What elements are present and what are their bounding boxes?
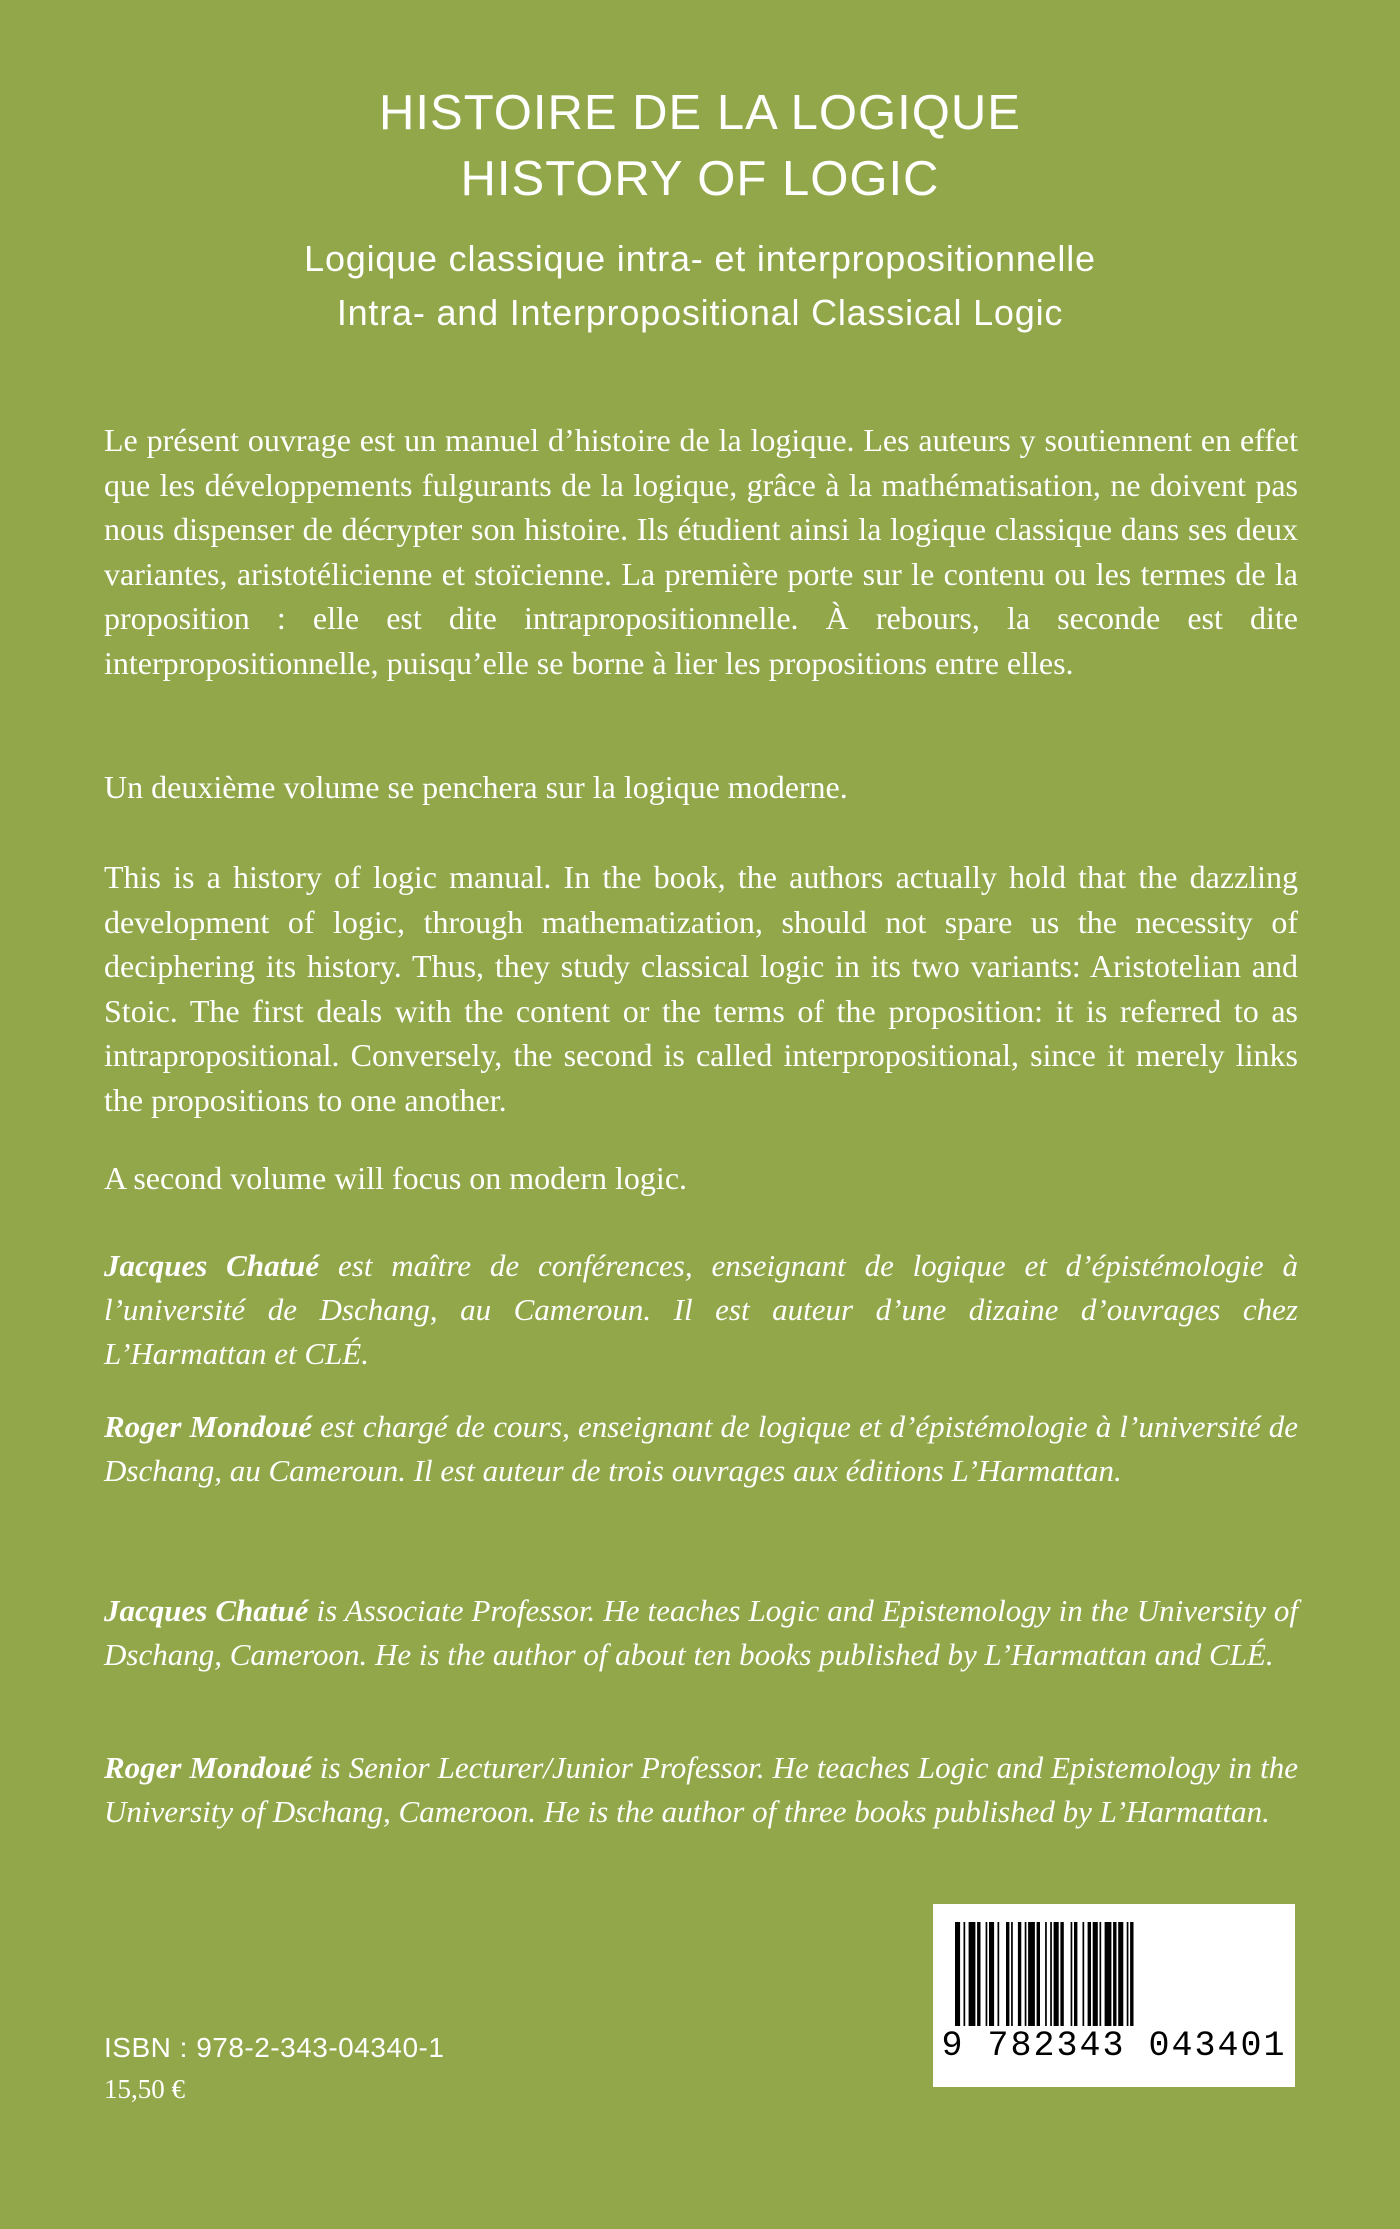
barcode-digits: 9 782343 043401	[941, 2026, 1287, 2066]
author-bio-en-mondoue	[104, 1746, 1298, 1834]
barcode-bar	[998, 1922, 1000, 2026]
barcode-bar	[1050, 1922, 1052, 2026]
author-bio-en-chatue	[104, 1589, 1298, 1677]
barcode-bar	[969, 1922, 976, 2026]
description-french: Le présent ouvrage est un manuel d’histoire de la logique. Les auteurs y soutiennent en effet que les développements fulgurants de la logique, grâce à la mathématisation, ne doivent pas nous dispenser de décrypter son histoire. Ils étudient ainsi la logique classique dans ses deux variantes, aristotélicienne et stoïcienne. La première porte sur le contenu ou les termes de la proposition : elle est dite intrapropositionnelle. À rebours, la seconde est dite interpropositionnelle, puisqu’elle se borne à lier les propositions entre elles.	[104, 422, 1298, 681]
author-bio-text: is Senior Lecturer/Junior Professor. He teaches Logic and Epistemology in the University of Dschang, Cameroon. He is the author of three books published by L’Harmattan.	[104, 1750, 1298, 1829]
author-bio-text: est chargé de cours, enseignant de logique et d’épistémologie à l’université de Dschang, au Cameroun. Il est auteur de trois ouvrages aux éditions L’Harmattan.	[104, 1409, 1298, 1488]
barcode-bar	[1088, 1922, 1091, 2026]
barcode-bar	[1025, 1922, 1027, 2026]
barcode-bar	[989, 1922, 994, 2026]
subtitles	[0, 232, 1400, 340]
barcode-bar	[1006, 1922, 1009, 2026]
barcode-bar	[1037, 1922, 1040, 2026]
isbn: ISBN : 978-2-343-04340-1	[104, 2032, 445, 2063]
title-english: HISTORY OF LOGIC	[460, 152, 940, 206]
author-name: Jacques Chatué	[104, 1248, 320, 1283]
subtitle-french: Logique classique intra- et interpropositionnelle	[304, 238, 1096, 279]
barcode-bar	[1011, 1922, 1013, 2026]
author-bio-fr-mondoue	[104, 1405, 1298, 1493]
description-french-volume-note: Un deuxième volume se penchera sur la logique moderne.	[104, 769, 848, 805]
barcode-bar	[1093, 1922, 1098, 2026]
author-bio-fr-chatue	[104, 1244, 1298, 1376]
subtitle-english: Intra- and Interpropositional Classical Logic	[336, 292, 1064, 333]
author-name: Roger Mondoué	[104, 1409, 312, 1444]
barcode	[933, 1904, 1295, 2087]
cover-titles	[0, 80, 1400, 340]
barcode-bar	[977, 1922, 980, 2026]
barcode-bar	[1074, 1922, 1077, 2026]
title-french: HISTOIRE DE LA LOGIQUE	[379, 86, 1021, 140]
author-bio-text: is Associate Professor. He teaches Logic and Epistemology in the University of Dschang, Cameroon. He is the author of about ten books published by L’Harmattan and CLÉ.	[104, 1593, 1298, 1672]
barcode-bar	[1045, 1922, 1047, 2026]
barcode-bar	[955, 1922, 960, 2026]
barcode-bar	[1127, 1922, 1129, 2026]
barcode-bar	[1113, 1922, 1116, 2026]
barcode-bar	[1060, 1922, 1063, 2026]
barcode-bar	[964, 1922, 966, 2026]
barcode-bar	[1054, 1922, 1059, 2026]
description-english-volume-note: A second volume will focus on modern logic.	[104, 1160, 688, 1196]
barcode-bar	[1071, 1922, 1073, 2026]
author-name: Jacques Chatué	[104, 1593, 309, 1628]
barcode-bar	[1100, 1922, 1102, 2026]
author-name: Roger Mondoué	[104, 1750, 312, 1785]
barcode-bar	[1130, 1922, 1133, 2026]
barcode-bar	[986, 1922, 988, 2026]
price: 15,50 €	[104, 2074, 185, 2104]
barcode-bar	[1118, 1922, 1123, 2026]
barcode-bar	[1028, 1922, 1035, 2026]
barcode-bar	[1083, 1922, 1085, 2026]
barcode-bar	[1105, 1922, 1112, 2026]
description-english: This is a history of logic manual. In the book, the authors actually hold that the dazzling development of logic, through mathematization, should not spare us the necessity of deciphering its history. Thus, they study classical logic in its two variants: Aristotelian and Stoic. The first deals with the content or the terms of the proposition: it is referred to as intrapropositional. Conversely, the second is called interpropositional, since it merely links the propositions to one another.	[104, 859, 1298, 1118]
author-bio-text: est maître de conférences, enseignant de logique et d’épistémologie à l’université de Dschang, au Cameroun. Il est auteur d’une dizaine d’ouvrages chez L’Harmattan et CLÉ.	[104, 1248, 1298, 1371]
barcode-bar	[1018, 1922, 1021, 2026]
